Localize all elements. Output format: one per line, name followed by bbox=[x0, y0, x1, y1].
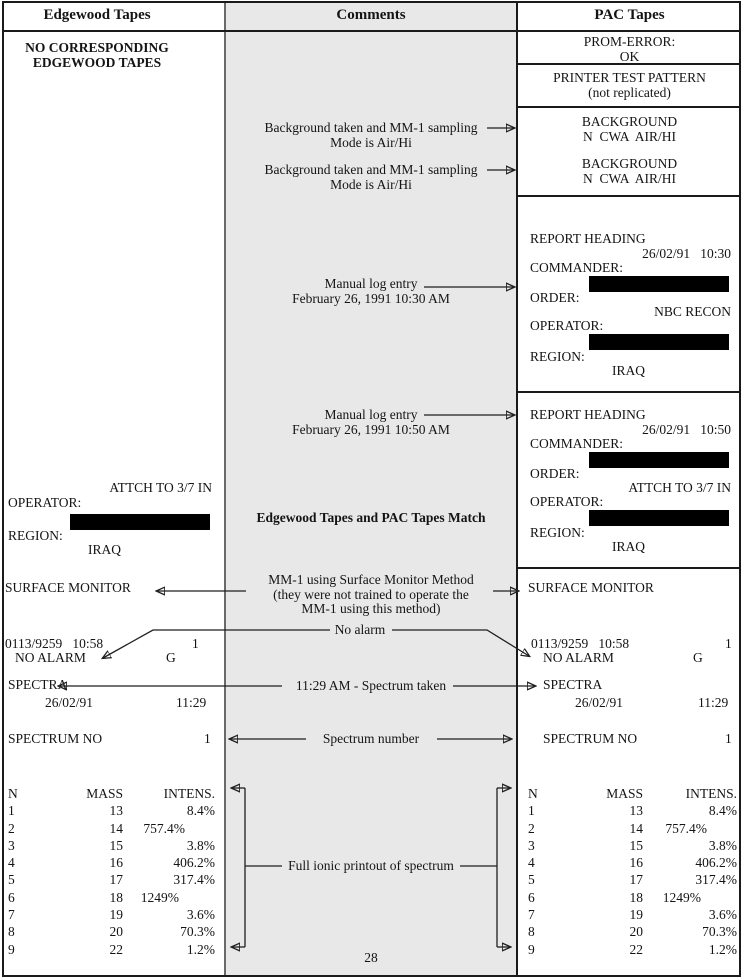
comment-log-entry-1050: Manual log entry February 26, 1991 10:50 AM bbox=[292, 407, 450, 437]
mass-table-row: 6 18 1249% bbox=[528, 889, 701, 905]
pac-report2-region-value: IRAQ bbox=[612, 539, 645, 554]
pac-report2-order-value: ATTCH TO 3/7 IN bbox=[628, 480, 731, 495]
comment-log-entry-1030: Manual log entry February 26, 1991 10:30 AM bbox=[292, 276, 450, 306]
mass-table-row: 9 22 1.2% bbox=[528, 941, 737, 957]
pac-spectrum-no-label: SPECTRUM NO bbox=[543, 731, 638, 746]
mass-table-row: 2 14 757.4% bbox=[528, 820, 707, 836]
edgewood-spectrum-no-label: SPECTRUM NO bbox=[8, 731, 103, 746]
edgewood-alarm-num: 1 bbox=[192, 636, 199, 651]
redaction-bar bbox=[589, 334, 729, 350]
mass-table-row: 2 14 757.4% bbox=[8, 820, 185, 836]
pac-report1-order-value: NBC RECON bbox=[654, 304, 731, 319]
pac-divider-5 bbox=[518, 567, 739, 569]
edgewood-order-value: ATTCH TO 3/7 IN bbox=[109, 480, 212, 495]
pac-report2-commander-label: COMMANDER: bbox=[530, 436, 624, 451]
page-number: 28 bbox=[364, 950, 378, 965]
pac-prom-error-box: PROM-ERROR: OK bbox=[583, 34, 676, 64]
pac-alarm-id-time: 0113/9259 10:58 bbox=[531, 636, 630, 651]
edgewood-region-label: REGION: bbox=[8, 528, 63, 543]
edgewood-mass-table bbox=[8, 785, 215, 958]
pac-column-header: PAC Tapes bbox=[594, 7, 665, 23]
pac-surface-monitor: SURFACE MONITOR bbox=[528, 580, 654, 595]
header-divider-line bbox=[2, 30, 741, 32]
pac-spectra-date: 26/02/91 bbox=[575, 695, 624, 710]
mass-table-row: 5 17 317.4% bbox=[528, 872, 737, 888]
edgewood-spectra-time: 11:29 bbox=[176, 695, 207, 710]
edgewood-alarm-id-time: 0113/9259 10:58 bbox=[5, 636, 104, 651]
mass-table-row: 3 15 3.8% bbox=[528, 837, 737, 853]
pac-alarm-num: 1 bbox=[725, 636, 732, 651]
mass-table-row: 4 16 406.2% bbox=[528, 855, 737, 871]
redaction-bar bbox=[589, 452, 729, 468]
redaction-bar bbox=[70, 514, 210, 530]
pac-report2-order-label: ORDER: bbox=[530, 466, 580, 481]
no-corresponding-note: NO CORRESPONDING EDGEWOOD TAPES bbox=[25, 40, 169, 70]
comment-spectrum-number: Spectrum number bbox=[322, 731, 420, 746]
pac-report1-commander-label: COMMANDER: bbox=[530, 260, 624, 275]
comments-column-header: Comments bbox=[336, 7, 406, 23]
mass-table-row: 7 19 3.6% bbox=[528, 907, 737, 923]
pac-report1-region-label: REGION: bbox=[530, 349, 585, 364]
edgewood-alarm-g: G bbox=[166, 650, 176, 665]
edgewood-column-header: Edgewood Tapes bbox=[43, 7, 151, 23]
pac-divider-2 bbox=[518, 106, 739, 108]
pac-report1-datetime: 26/02/91 10:30 bbox=[642, 246, 731, 261]
pac-alarm-g: G bbox=[693, 650, 703, 665]
comment-no-alarm: No alarm bbox=[334, 622, 386, 637]
edgewood-region-value: IRAQ bbox=[88, 542, 121, 557]
mass-table-row: 6 18 1249% bbox=[8, 889, 179, 905]
pac-spectrum-no-value: 1 bbox=[725, 731, 732, 746]
comment-spectrum-taken: 11:29 AM - Spectrum taken bbox=[295, 678, 447, 693]
pac-no-alarm: NO ALARM bbox=[543, 650, 614, 665]
pac-report2-heading: REPORT HEADING bbox=[530, 407, 646, 422]
mass-table-row: 3 15 3.8% bbox=[8, 837, 215, 853]
pac-background-1: BACKGROUND N CWA AIR/HI bbox=[581, 114, 678, 144]
pac-spectra-label: SPECTRA bbox=[543, 677, 603, 692]
comment-tapes-match: Edgewood Tapes and PAC Tapes Match bbox=[256, 510, 486, 525]
pac-background-2: BACKGROUND N CWA AIR/HI bbox=[581, 156, 678, 186]
comment-surface-monitor-method: MM-1 using Surface Monitor Method (they were not trained to operate the MM-1 using this method) bbox=[268, 572, 474, 616]
pac-spectra-time: 11:29 bbox=[698, 695, 729, 710]
pac-report1-region-value: IRAQ bbox=[612, 363, 645, 378]
mass-table-row: 8 20 70.3% bbox=[528, 924, 737, 940]
pac-report1-heading: REPORT HEADING bbox=[530, 231, 646, 246]
pac-printer-test-box: PRINTER TEST PATTERN (not replicated) bbox=[553, 70, 706, 100]
mass-table-row: 9 22 1.2% bbox=[8, 941, 215, 957]
edgewood-spectra-date: 26/02/91 bbox=[45, 695, 94, 710]
mass-table-header-row: N MASS INTENS. bbox=[8, 786, 215, 801]
mass-table-row: 7 19 3.6% bbox=[8, 907, 215, 923]
comment-full-ionic: Full ionic printout of spectrum bbox=[288, 858, 454, 873]
pac-mass-table bbox=[528, 785, 737, 958]
mass-table-row: 1 13 8.4% bbox=[8, 803, 215, 819]
mass-table-row: 5 17 317.4% bbox=[8, 872, 215, 888]
pac-report2-region-label: REGION: bbox=[530, 525, 585, 540]
pac-report1-operator-label: OPERATOR: bbox=[530, 318, 604, 333]
pac-report2-operator-label: OPERATOR: bbox=[530, 494, 604, 509]
edgewood-no-alarm: NO ALARM bbox=[15, 650, 86, 665]
mass-table-row: 8 20 70.3% bbox=[8, 924, 215, 940]
edgewood-spectrum-no-value: 1 bbox=[204, 731, 211, 746]
edgewood-spectra-label: SPECTRA bbox=[8, 677, 68, 692]
comment-background-1: Background taken and MM-1 sampling Mode is Air/Hi bbox=[264, 120, 478, 150]
comment-background-2: Background taken and MM-1 sampling Mode is Air/Hi bbox=[264, 162, 478, 192]
redaction-bar bbox=[589, 510, 729, 526]
mass-table-row: 1 13 8.4% bbox=[528, 803, 737, 819]
mass-table-row: 4 16 406.2% bbox=[8, 855, 215, 871]
pac-report2-datetime: 26/02/91 10:50 bbox=[642, 422, 731, 437]
redaction-bar bbox=[589, 276, 729, 292]
pac-divider-3 bbox=[518, 195, 739, 197]
pac-divider-4 bbox=[518, 391, 739, 393]
mass-table-header-row: N MASS INTENS. bbox=[528, 786, 737, 801]
edgewood-surface-monitor: SURFACE MONITOR bbox=[5, 580, 131, 595]
pac-report1-order-label: ORDER: bbox=[530, 290, 580, 305]
edgewood-operator-label: OPERATOR: bbox=[8, 495, 82, 510]
